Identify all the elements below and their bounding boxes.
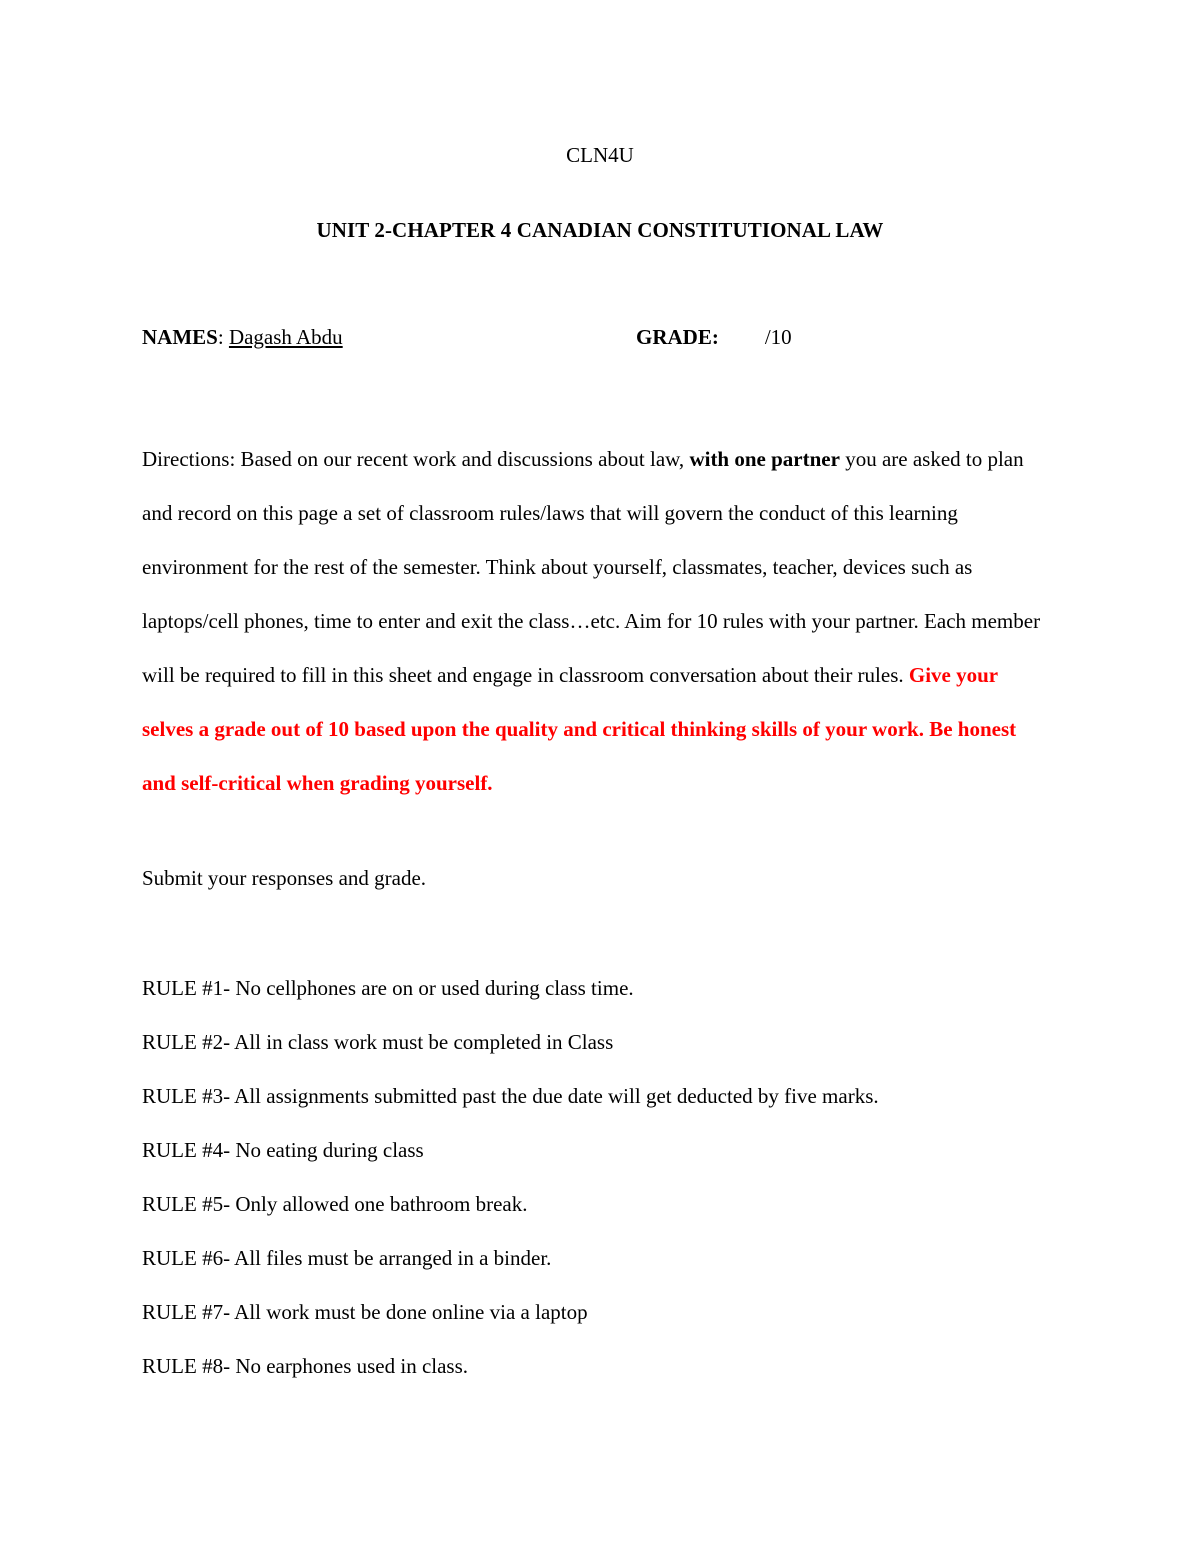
rule-item: RULE #7- All work must be done online via a laptop bbox=[142, 1300, 588, 1324]
rule-item: RULE #3- All assignments submitted past the due date will get deducted by five marks. bbox=[142, 1084, 879, 1108]
grading-instruction: Give your selves a grade out of 10 based upon the quality and critical thinking skills of your work. Be honest and self-critical when grading yourself. bbox=[142, 663, 1017, 795]
grade-field bbox=[636, 325, 792, 350]
names-value: Dagash Abdu bbox=[228, 325, 343, 349]
rule-item: RULE #8- No earphones used in class. bbox=[142, 1354, 469, 1378]
names-field: NAMES: Dagash Abdu bbox=[142, 325, 343, 349]
rule-item: RULE #1- No cellphones are on or used during class time. bbox=[142, 976, 634, 1000]
directions-bold-phrase: with one partner bbox=[689, 447, 840, 471]
rule-item: RULE #2- All in class work must be completed in Class bbox=[142, 1030, 614, 1054]
directions-paragraph bbox=[142, 432, 1047, 810]
student-info-row bbox=[142, 325, 1042, 355]
rule-item: RULE #4- No eating during class bbox=[142, 1138, 424, 1162]
rule-item: RULE #6- All files must be arranged in a binder. bbox=[142, 1246, 552, 1270]
rule-item: RULE #5- Only allowed one bathroom break. bbox=[142, 1192, 528, 1216]
unit-title: UNIT 2-CHAPTER 4 CANADIAN CONSTITUTIONAL LAW bbox=[316, 218, 884, 242]
rules-list bbox=[142, 973, 879, 1405]
grade-label: GRADE: bbox=[636, 325, 719, 349]
directions-text-2: you are asked to plan and record on this page a set of classroom rules/laws that will govern the conduct of this learning environment for the rest of the semester. Think about yourself, classmates, teacher, devices such as laptops/cell phones, time to enter and exit the class…etc. Aim for 10 rules with your partner. Each member will be required to fill in this sheet and engage in classroom conversation about their rules. bbox=[142, 447, 1041, 687]
submit-instruction: Submit your responses and grade. bbox=[142, 866, 427, 890]
names-label: NAMES bbox=[142, 325, 218, 349]
directions-text-1: Directions: Based on our recent work and discussions about law, bbox=[142, 447, 690, 471]
grade-value: /10 bbox=[764, 325, 792, 349]
course-code: CLN4U bbox=[566, 143, 634, 167]
